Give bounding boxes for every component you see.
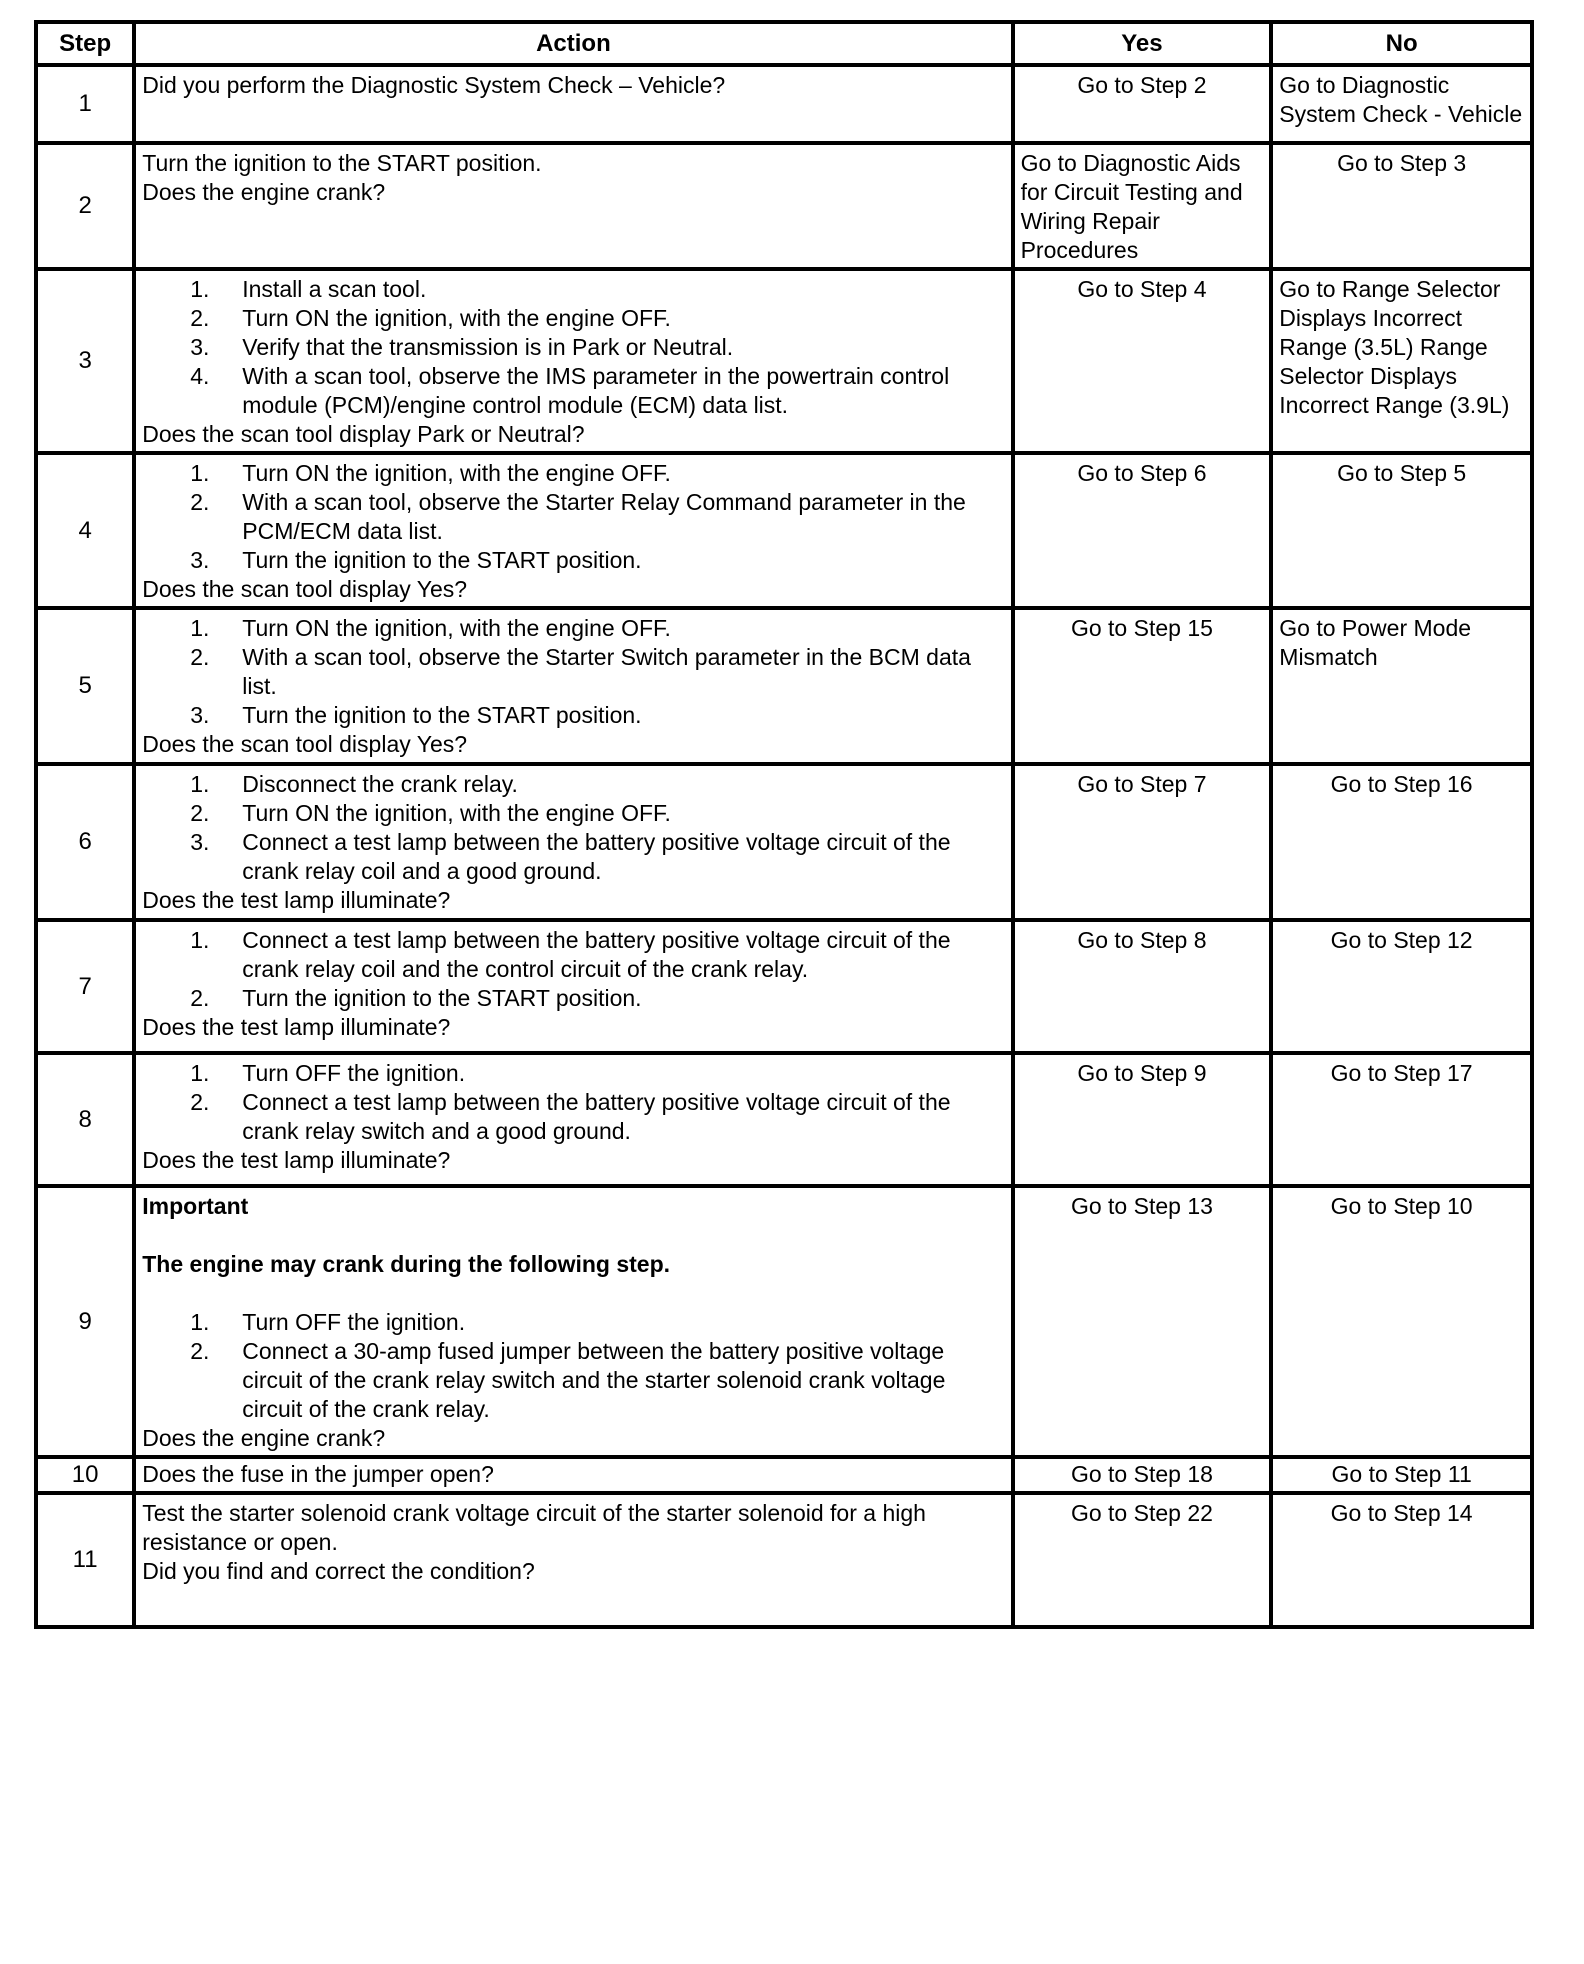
list-item: 1. Turn ON the ignition, with the engine OFF. xyxy=(190,460,671,486)
table-row xyxy=(36,1053,1532,1186)
table-row xyxy=(36,920,1532,1053)
yes-cell xyxy=(1013,608,1272,764)
action-cell xyxy=(134,269,1012,453)
list-item: 2. Connect a test lamp between the battery positive voltage circuit of the crank relay switch and a good ground. xyxy=(190,1089,951,1144)
header-step: Step xyxy=(36,22,134,65)
list-item: 4. With a scan tool, observe the IMS parameter in the powertrain control module (PCM)/engine control module (ECM) data list. xyxy=(190,363,950,418)
action-steps xyxy=(142,770,1004,886)
no-link[interactable]: Go to Step 5 xyxy=(1337,460,1467,486)
yes-link[interactable]: Go to Step 22 xyxy=(1070,1500,1213,1526)
step-number: 2 xyxy=(36,143,134,269)
action-question: Does the engine crank? xyxy=(142,179,386,205)
action-steps xyxy=(142,275,1004,420)
yes-cell xyxy=(1013,65,1272,143)
step-number: 6 xyxy=(36,764,134,920)
no-cell xyxy=(1271,65,1532,143)
yes-link[interactable]: Go to Step 8 xyxy=(1077,927,1207,953)
list-item: 2. With a scan tool, observe the Starter Switch parameter in the BCM data list. xyxy=(190,644,971,699)
no-link[interactable]: Go to Step 11 xyxy=(1331,1461,1472,1487)
table-header-row xyxy=(36,22,1532,65)
header-yes: Yes xyxy=(1013,22,1272,65)
action-cell xyxy=(134,764,1012,920)
no-cell xyxy=(1271,1186,1532,1457)
table-row xyxy=(36,1493,1532,1627)
list-item: 2. Connect a 30-amp fused jumper between the battery positive voltage circuit of the crank relay switch and the starter solenoid crank voltage circuit of the crank relay. xyxy=(190,1338,946,1422)
action-question: Does the test lamp illuminate? xyxy=(142,1014,451,1040)
step-number: 5 xyxy=(36,608,134,764)
yes-link[interactable]: Go to Diagnostic Aids for Circuit Testing and Wiring Repair Procedures xyxy=(1020,150,1243,263)
action-steps xyxy=(142,1308,1004,1424)
header-action: Action xyxy=(134,22,1012,65)
step-number: 9 xyxy=(36,1186,134,1457)
action-question: Did you find and correct the condition? xyxy=(142,1558,535,1584)
step-number: 11 xyxy=(36,1493,134,1627)
yes-link[interactable]: Go to Step 4 xyxy=(1077,276,1207,302)
table-row xyxy=(36,1457,1532,1493)
action-cell xyxy=(134,608,1012,764)
yes-cell xyxy=(1013,920,1272,1053)
diagnostic-table-page xyxy=(34,20,1534,1629)
action-question: Does the scan tool display Park or Neutral? xyxy=(142,421,585,447)
list-item: 1. Turn OFF the ignition. xyxy=(190,1309,466,1335)
yes-link[interactable]: Go to Step 13 xyxy=(1070,1193,1213,1219)
table-row xyxy=(36,1186,1532,1457)
no-link[interactable]: Go to Power Mode Mismatch xyxy=(1279,615,1472,670)
step-number: 8 xyxy=(36,1053,134,1186)
action-cell xyxy=(134,920,1012,1053)
table-row xyxy=(36,269,1532,453)
no-cell xyxy=(1271,453,1532,608)
step-number: 10 xyxy=(36,1457,134,1493)
list-item: 2. Turn the ignition to the START position. xyxy=(190,985,642,1011)
yes-cell xyxy=(1013,1493,1272,1627)
yes-cell xyxy=(1013,269,1272,453)
list-item: 2. With a scan tool, observe the Starter Relay Command parameter in the PCM/ECM data list. xyxy=(190,489,966,544)
no-link[interactable]: Go to Diagnostic System Check - Vehicle xyxy=(1279,72,1523,127)
yes-cell xyxy=(1013,764,1272,920)
table-row xyxy=(36,764,1532,920)
action-steps xyxy=(142,614,1004,730)
table-row xyxy=(36,65,1532,143)
step-number: 7 xyxy=(36,920,134,1053)
step-number: 4 xyxy=(36,453,134,608)
action-cell xyxy=(134,65,1012,143)
diagnostic-table xyxy=(34,20,1534,1629)
table-row xyxy=(36,453,1532,608)
list-item: 1. Connect a test lamp between the battery positive voltage circuit of the crank relay coil and the control circuit of the crank relay. xyxy=(190,927,951,982)
action-question: Does the test lamp illuminate? xyxy=(142,887,451,913)
yes-cell xyxy=(1013,1053,1272,1186)
table-row xyxy=(36,143,1532,269)
yes-link[interactable]: Go to Step 9 xyxy=(1077,1060,1207,1086)
action-cell xyxy=(134,1493,1012,1627)
list-item: 3. Turn the ignition to the START position. xyxy=(190,702,642,728)
action-cell xyxy=(134,1186,1012,1457)
no-cell xyxy=(1271,764,1532,920)
action-cell xyxy=(134,1457,1012,1493)
list-item: 2. Turn ON the ignition, with the engine OFF. xyxy=(190,305,671,331)
yes-cell xyxy=(1013,1457,1272,1493)
action-text: Test the starter solenoid crank voltage circuit of the starter solenoid for a high resistance or open. xyxy=(142,1500,926,1555)
action-text: Did you perform the Diagnostic System Check – Vehicle? xyxy=(142,72,726,98)
action-steps xyxy=(142,459,1004,575)
table-row xyxy=(36,608,1532,764)
list-item: 3. Turn the ignition to the START position. xyxy=(190,547,642,573)
no-cell xyxy=(1271,920,1532,1053)
no-cell xyxy=(1271,143,1532,269)
no-link[interactable]: Go to Step 12 xyxy=(1330,927,1473,953)
list-item: 2. Turn ON the ignition, with the engine OFF. xyxy=(190,800,671,826)
warning-text: The engine may crank during the following step. xyxy=(142,1251,671,1277)
action-cell xyxy=(134,143,1012,269)
yes-link[interactable]: Go to Step 6 xyxy=(1077,460,1207,486)
no-link[interactable]: Go to Range Selector Displays Incorrect Range (3.5L) Range Selector Displays Incorrect Range (3.9L) xyxy=(1279,276,1510,418)
no-cell xyxy=(1271,608,1532,764)
important-label: Important xyxy=(142,1193,249,1219)
no-cell xyxy=(1271,1053,1532,1186)
list-item: 3. Connect a test lamp between the battery positive voltage circuit of the crank relay coil and a good ground. xyxy=(190,829,951,884)
step-number: 3 xyxy=(36,269,134,453)
no-cell xyxy=(1271,1457,1532,1493)
list-item: 1. Disconnect the crank relay. xyxy=(190,771,518,797)
action-cell xyxy=(134,453,1012,608)
yes-cell xyxy=(1013,143,1272,269)
action-question: Does the scan tool display Yes? xyxy=(142,576,468,602)
no-link[interactable]: Go to Step 17 xyxy=(1330,1060,1473,1086)
action-text: Turn the ignition to the START position. xyxy=(142,150,542,176)
action-cell xyxy=(134,1053,1012,1186)
action-steps xyxy=(142,926,1004,1013)
list-item: 3. Verify that the transmission is in Park or Neutral. xyxy=(190,334,734,360)
list-item: 1. Turn OFF the ignition. xyxy=(190,1060,466,1086)
no-link[interactable]: Go to Step 3 xyxy=(1337,150,1467,176)
action-question: Does the engine crank? xyxy=(142,1425,386,1451)
yes-cell xyxy=(1013,1186,1272,1457)
action-steps xyxy=(142,1059,1004,1146)
list-item: 1. Install a scan tool. xyxy=(190,276,427,302)
action-question: Does the test lamp illuminate? xyxy=(142,1147,451,1173)
yes-link[interactable]: Go to Step 18 xyxy=(1070,1461,1213,1487)
action-question: Does the scan tool display Yes? xyxy=(142,731,468,757)
no-link[interactable]: Go to Step 10 xyxy=(1330,1193,1473,1219)
no-cell xyxy=(1271,1493,1532,1627)
yes-cell xyxy=(1013,453,1272,608)
header-no: No xyxy=(1271,22,1532,65)
yes-link[interactable]: Go to Step 15 xyxy=(1070,615,1213,641)
yes-link[interactable]: Go to Step 7 xyxy=(1077,771,1207,797)
no-link[interactable]: Go to Step 14 xyxy=(1330,1500,1473,1526)
list-item: 1. Turn ON the ignition, with the engine OFF. xyxy=(190,615,671,641)
yes-link[interactable]: Go to Step 2 xyxy=(1077,72,1207,98)
action-text: Does the fuse in the jumper open? xyxy=(142,1461,494,1487)
no-link[interactable]: Go to Step 16 xyxy=(1330,771,1473,797)
no-cell xyxy=(1271,269,1532,453)
step-number: 1 xyxy=(36,65,134,143)
